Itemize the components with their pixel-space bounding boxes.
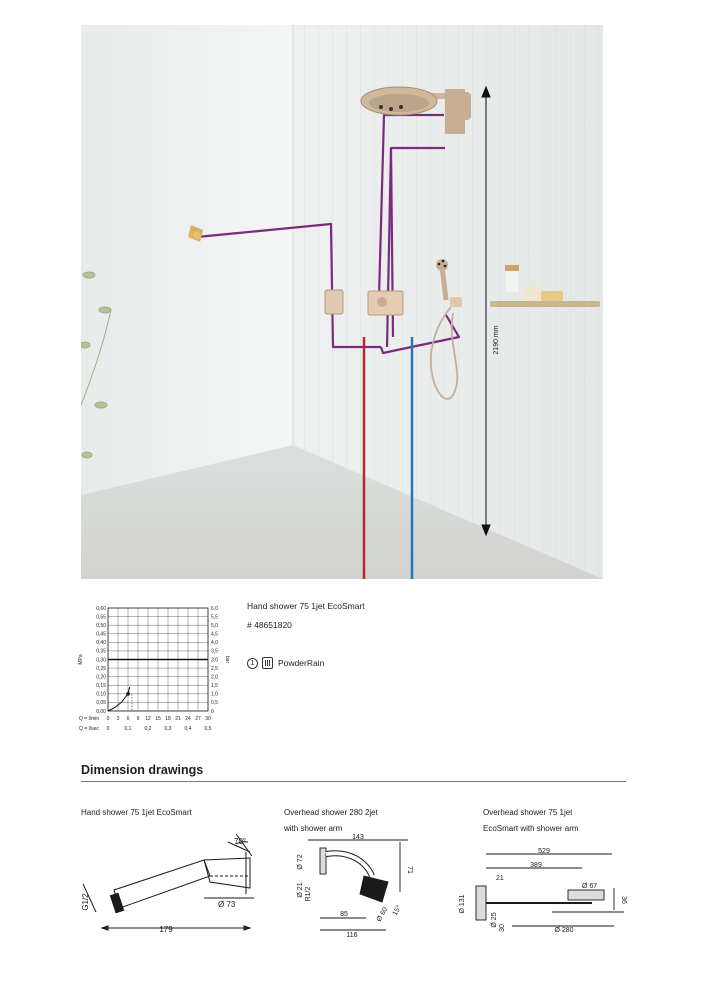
diameter-67-label: Ø 67 [582, 883, 598, 890]
diameter-131-label: Ø 131 [459, 894, 466, 914]
x-row1-tick-label: 3 [116, 716, 120, 722]
y-left-tick-label: 0,60 [96, 605, 106, 612]
y-right-tick-label: 0 [211, 708, 214, 715]
diameter-72-label: Ø 72 [297, 854, 304, 870]
y-right-tick-label: 0,5 [211, 700, 218, 707]
diameter-25-label: Ø 25 [491, 912, 498, 928]
x-row2-tick-label: 0,4 [184, 726, 192, 732]
drawing-3-label-line1: Overhead shower 75 1jet [483, 808, 573, 817]
y-left-tick-label: 0,40 [96, 640, 106, 647]
y-left-tick-label: 0,05 [96, 700, 106, 707]
powderrain-icon [262, 657, 273, 669]
height-36-label: 36 [620, 896, 627, 904]
feature-label: PowderRain [278, 658, 325, 668]
y-right-tick-label: 4,0 [211, 640, 218, 647]
x-row1-tick-label: 12 [145, 716, 151, 722]
feature-index-badge: 1 [247, 658, 258, 669]
y-right-tick-label: 6,0 [211, 605, 218, 612]
width-529-label: 529 [538, 848, 550, 855]
y-right-tick-label: 1,5 [211, 683, 218, 690]
diameter-280-label: Ø 280 [554, 927, 574, 934]
angle-ticks-right: 15° [391, 904, 404, 917]
section-divider [81, 781, 626, 782]
y-left-tick-label: 0,25 [96, 665, 106, 672]
product-number: # 48651820 [247, 620, 292, 630]
x-row1-tick-label: 0 [106, 716, 110, 722]
operating-point [126, 692, 130, 696]
x-row1-tick-label: 30 [205, 716, 211, 722]
product-name: Hand shower 75 1jet EcoSmart [247, 601, 365, 611]
x-row2-tick-label: 0 [106, 726, 110, 732]
overhead-shower-280-drawing [280, 832, 425, 949]
angle-ticks-left: Ø 60 [375, 906, 390, 923]
height-label: 2190 mm [493, 325, 500, 355]
y-left-tick-label: 0,55 [96, 614, 106, 621]
y-left-tick-label: 0,50 [96, 622, 106, 629]
length-label: 179 [159, 925, 173, 934]
x-row1-axis-label: Q = l/min [79, 716, 100, 722]
overhead-shower-75-drawing [452, 848, 642, 945]
x-row2-tick-label: 0,1 [124, 726, 132, 732]
thread-label: G1/2 [81, 893, 90, 911]
x-row2-tick-label: 0,5 [204, 726, 212, 732]
y-left-tick-label: 0,30 [96, 657, 106, 664]
flow-rate-chart [64, 600, 234, 740]
x-row1-tick-label: 27 [195, 716, 201, 722]
x-row2-tick-label: 0,3 [164, 726, 172, 732]
x-row2-axis-label: Q = l/sec [79, 726, 99, 732]
width-116-label: 116 [346, 932, 358, 939]
hand-shower-drawing [78, 832, 258, 947]
y-left-tick-label: 0,45 [96, 631, 106, 638]
y-right-tick-label: 5,5 [211, 614, 218, 621]
diameter-21-label: Ø 21 [297, 882, 304, 898]
thread-r12-label: R1/2 [305, 886, 312, 902]
width-21-label: 21 [496, 875, 504, 882]
y-left-tick-label: 0,20 [96, 674, 106, 681]
product-photo [81, 25, 603, 579]
y-right-tick-label: 2,0 [211, 674, 218, 681]
drawing-1-label: Hand shower 75 1jet EcoSmart [81, 808, 192, 817]
x-row1-tick-label: 15 [155, 716, 161, 722]
y-left-tick-label: 0,15 [96, 683, 106, 690]
diameter-label: Ø 73 [218, 900, 236, 909]
y-left-tick-label: 0,10 [96, 691, 106, 698]
x-row1-tick-label: 18 [165, 716, 171, 722]
y-left-tick-label: 0,35 [96, 648, 106, 655]
height-71-label: 71 [406, 866, 413, 874]
drawing-3-label-line2: EcoSmart with shower arm [483, 824, 579, 833]
y-right-tick-label: 3,5 [211, 648, 218, 655]
width-85-label: 85 [340, 911, 348, 918]
feature-row [247, 657, 324, 669]
y-left-axis-label: MPa [78, 654, 84, 665]
y-right-tick-label: 2,5 [211, 665, 218, 672]
angle-label: 70° [234, 837, 247, 846]
y-right-tick-label: 5,0 [211, 622, 218, 629]
x-row1-tick-label: 21 [175, 716, 181, 722]
width-30-label: 30 [499, 924, 506, 932]
width-143-label: 143 [352, 834, 364, 841]
y-right-tick-label: 1,0 [211, 691, 218, 698]
y-right-tick-label: 4,5 [211, 631, 218, 638]
x-row1-tick-label: 24 [185, 716, 191, 722]
y-right-tick-label: 3,0 [211, 657, 218, 664]
x-row1-tick-label: 9 [136, 716, 140, 722]
drawing-2-label-line2: with shower arm [284, 824, 343, 833]
y-left-tick-label: 0,00 [96, 708, 106, 715]
y-right-axis-label: bar [224, 655, 230, 664]
x-row2-tick-label: 0,2 [144, 726, 152, 732]
shutoff-valve [325, 290, 343, 314]
flow-curve [108, 687, 130, 711]
x-row1-tick-label: 6 [126, 716, 130, 722]
drawing-2-label-line1: Overhead shower 280 2jet [284, 808, 378, 817]
width-389-label: 389 [530, 862, 542, 869]
section-title: Dimension drawings [81, 763, 204, 777]
